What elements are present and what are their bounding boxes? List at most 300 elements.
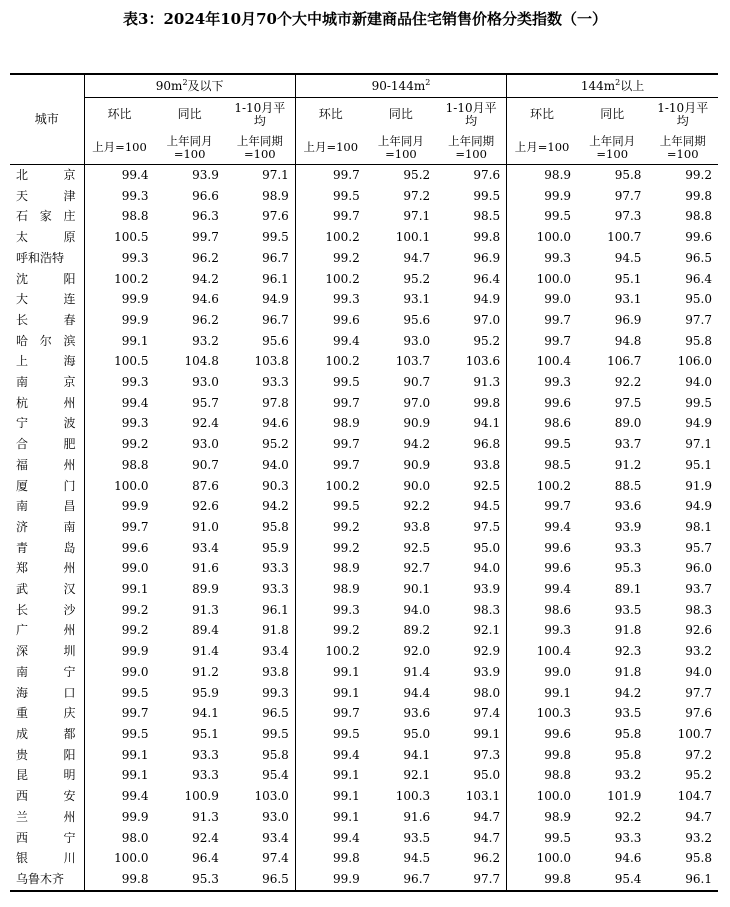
index-value: 94.0 (262, 457, 289, 472)
index-value: 99.2 (84, 434, 154, 455)
index-value: 93.4 (192, 540, 219, 555)
table-row (10, 848, 718, 869)
city-name: 乌鲁木齐 (10, 869, 84, 891)
table-row (10, 579, 718, 600)
city-name: 长沙 (16, 602, 76, 617)
table-row (10, 331, 718, 352)
table-row (10, 662, 718, 683)
index-value: 91.4 (403, 664, 431, 679)
index-value: 99.6 (507, 393, 577, 414)
index-value: 92.2 (403, 499, 431, 514)
index-value: 94.0 (685, 375, 712, 390)
index-value: 95.8 (685, 851, 712, 866)
table-row (10, 558, 718, 579)
index-value: 100.5 (84, 227, 154, 248)
index-value: 99.5 (295, 372, 365, 393)
table-body (10, 165, 718, 891)
index-value: 99.3 (262, 685, 289, 700)
table-row (10, 165, 718, 186)
city-name: 上海 (16, 354, 76, 369)
table-row (10, 289, 718, 310)
city-name: 重庆 (16, 706, 76, 721)
table-row (10, 786, 718, 807)
index-value: 99.1 (295, 765, 365, 786)
index-value: 97.0 (403, 395, 431, 410)
index-value: 94.7 (473, 830, 501, 845)
index-value: 95.0 (473, 540, 501, 555)
index-value: 104.8 (184, 354, 219, 369)
index-value: 95.0 (403, 726, 431, 741)
table-row (10, 434, 718, 455)
index-value: 95.3 (154, 869, 224, 891)
index-value: 99.1 (473, 726, 501, 741)
index-value: 97.1 (685, 437, 712, 452)
index-value: 99.4 (295, 745, 365, 766)
base-row (10, 131, 718, 165)
index-value: 99.7 (295, 434, 365, 455)
index-value: 95.8 (685, 333, 712, 348)
index-value: 91.3 (192, 602, 219, 617)
index-value: 99.7 (295, 455, 365, 476)
table-row (10, 310, 718, 331)
index-value: 93.9 (473, 664, 501, 679)
index-value: 97.6 (262, 209, 289, 224)
index-value: 100.1 (395, 230, 431, 245)
table-row (10, 227, 718, 248)
index-value: 97.1 (403, 209, 431, 224)
base-cell: 上年同月=100 (154, 131, 224, 165)
index-value: 98.5 (473, 209, 501, 224)
index-value: 95.0 (473, 768, 501, 783)
index-value: 99.3 (84, 372, 154, 393)
index-value: 93.8 (473, 457, 501, 472)
table-row (10, 869, 718, 891)
city-name: 昆明 (16, 768, 76, 783)
index-value: 90.9 (403, 416, 431, 431)
index-value: 96.4 (473, 271, 501, 286)
index-value: 93.3 (614, 540, 642, 555)
index-value: 97.7 (685, 685, 712, 700)
city-name: 沈阳 (16, 271, 76, 286)
index-value: 94.7 (403, 250, 431, 265)
index-value: 91.6 (192, 561, 219, 576)
subheader-cell: 1-10月平均 (234, 100, 286, 128)
index-value: 99.0 (507, 289, 577, 310)
group-header-medium: $90-144m^2$ (295, 74, 506, 98)
index-value: 99.1 (84, 579, 154, 600)
index-value: 91.8 (262, 623, 289, 638)
index-value: 96.7 (366, 869, 436, 891)
index-value: 94.5 (403, 851, 431, 866)
index-value: 99.5 (262, 726, 289, 741)
table-row (10, 807, 718, 828)
index-value: 97.5 (614, 395, 642, 410)
index-value: 99.1 (84, 745, 154, 766)
index-value: 91.9 (685, 478, 712, 493)
table-row (10, 186, 718, 207)
index-value: 103.0 (254, 789, 289, 804)
city-name: 济南 (16, 519, 76, 534)
index-value: 98.3 (473, 602, 501, 617)
index-value: 103.8 (254, 354, 289, 369)
index-value: 95.2 (473, 333, 501, 348)
index-value: 98.8 (685, 209, 712, 224)
index-value: 99.9 (84, 641, 154, 662)
index-value: 98.1 (685, 519, 712, 534)
city-name: 南昌 (16, 499, 76, 514)
index-value: 98.8 (84, 455, 154, 476)
subheader-cell: 同比 (177, 107, 202, 121)
index-value: 95.8 (614, 747, 642, 762)
index-value: 94.9 (685, 416, 712, 431)
index-value: 97.7 (685, 312, 712, 327)
index-value: 94.7 (685, 809, 712, 824)
subheader-cell: 1-10月平均 (657, 100, 709, 128)
index-value: 93.2 (192, 333, 219, 348)
city-name: 合肥 (16, 437, 76, 452)
index-value: 99.6 (507, 558, 577, 579)
base-cell: 上月=100 (507, 131, 577, 165)
index-value: 99.0 (507, 662, 577, 683)
index-value: 96.2 (192, 250, 219, 265)
subheader-cell: 环比 (295, 98, 365, 132)
index-value: 96.5 (262, 706, 289, 721)
index-value: 94.9 (473, 292, 501, 307)
index-value: 98.9 (295, 558, 365, 579)
city-name: 南京 (16, 375, 76, 390)
index-value: 99.4 (84, 165, 154, 186)
index-value: 97.1 (262, 168, 289, 182)
index-value: 99.4 (84, 786, 154, 807)
index-value: 99.3 (84, 413, 154, 434)
index-value: 100.3 (395, 789, 431, 804)
index-value: 93.5 (614, 602, 642, 617)
index-value: 94.9 (685, 499, 712, 514)
index-value: 99.7 (295, 703, 365, 724)
index-value: 96.9 (614, 312, 642, 327)
city-name: 大连 (16, 292, 76, 307)
index-value: 94.1 (473, 416, 501, 431)
index-value: 99.1 (295, 683, 365, 704)
index-value: 94.5 (473, 499, 501, 514)
index-value: 99.5 (295, 496, 365, 517)
index-value: 106.7 (607, 354, 642, 369)
subheader-cell: 同比 (388, 107, 413, 121)
index-value: 94.2 (262, 499, 289, 514)
index-value: 97.7 (614, 188, 642, 203)
index-value: 99.8 (295, 848, 365, 869)
index-value: 93.4 (262, 830, 289, 845)
index-value: 97.0 (473, 312, 501, 327)
base-cell: 上年同期=100 (225, 131, 295, 165)
table-row (10, 765, 718, 786)
index-value: 95.7 (192, 395, 219, 410)
index-value: 96.9 (473, 250, 501, 265)
index-value: 95.2 (403, 271, 431, 286)
index-value: 97.3 (614, 209, 642, 224)
index-value: 99.4 (507, 579, 577, 600)
index-value: 98.6 (507, 600, 577, 621)
index-value: 97.5 (473, 519, 501, 534)
table-row (10, 393, 718, 414)
index-value: 99.6 (295, 310, 365, 331)
index-value: 101.9 (607, 789, 642, 804)
index-value: 93.8 (262, 664, 289, 679)
index-value: 95.6 (262, 333, 289, 348)
index-value: 98.0 (473, 685, 501, 700)
index-value: 100.7 (677, 726, 712, 741)
index-value: 104.7 (677, 789, 712, 804)
index-value: 99.3 (84, 248, 154, 269)
city-name: 长春 (16, 312, 76, 327)
table-row (10, 600, 718, 621)
index-value: 92.5 (473, 478, 501, 493)
table-row (10, 517, 718, 538)
index-value: 93.9 (473, 582, 501, 597)
index-value: 93.0 (192, 437, 219, 452)
index-value: 98.9 (295, 579, 365, 600)
index-value: 93.3 (262, 375, 289, 390)
index-value: 94.2 (192, 271, 219, 286)
index-value: 91.8 (614, 664, 642, 679)
index-value: 93.6 (403, 706, 431, 721)
index-value: 96.5 (225, 869, 295, 891)
index-value: 88.5 (614, 478, 642, 493)
city-name: 广州 (16, 623, 76, 638)
city-name: 青岛 (16, 540, 76, 555)
city-name: 太原 (16, 230, 76, 245)
index-value: 99.8 (685, 188, 712, 203)
index-value: 92.2 (614, 809, 642, 824)
table-row (10, 724, 718, 745)
index-value: 94.7 (473, 809, 501, 824)
index-value: 95.1 (614, 271, 642, 286)
index-value: 93.2 (614, 768, 642, 783)
subheader-cell: 1-10月平均 (445, 100, 497, 128)
index-value: 94.9 (262, 292, 289, 307)
index-value: 89.2 (403, 623, 431, 638)
index-value: 100.0 (507, 786, 577, 807)
index-value: 99.7 (507, 496, 577, 517)
index-value: 100.0 (507, 269, 577, 290)
index-value: 103.7 (395, 354, 431, 369)
index-value: 99.8 (473, 230, 501, 245)
index-value: 92.6 (685, 623, 712, 638)
index-value: 95.6 (403, 312, 431, 327)
index-value: 99.5 (507, 828, 577, 849)
index-value: 98.6 (507, 413, 577, 434)
index-value: 93.5 (614, 706, 642, 721)
city-name: 石家庄 (16, 209, 76, 224)
table-row (10, 620, 718, 641)
index-value: 99.6 (507, 724, 577, 745)
index-value: 96.2 (192, 312, 219, 327)
index-value: 99.6 (685, 230, 712, 245)
index-value: 95.9 (262, 540, 289, 555)
index-value: 100.5 (84, 351, 154, 372)
index-value: 93.3 (262, 561, 289, 576)
index-value: 100.7 (607, 230, 642, 245)
table-row (10, 269, 718, 290)
index-value: 90.9 (403, 457, 431, 472)
index-value: 98.8 (507, 765, 577, 786)
index-value: 96.7 (262, 312, 289, 327)
index-value: 93.0 (262, 809, 289, 824)
index-value: 92.3 (614, 644, 642, 659)
index-value: 100.2 (295, 227, 365, 248)
index-value: 96.4 (685, 271, 712, 286)
index-value: 99.2 (295, 620, 365, 641)
index-value: 99.1 (84, 765, 154, 786)
index-value: 95.4 (577, 869, 647, 891)
index-value: 100.0 (507, 848, 577, 869)
index-value: 99.5 (507, 434, 577, 455)
city-name: 西宁 (16, 830, 76, 845)
index-value: 97.6 (685, 706, 712, 721)
index-value: 93.8 (403, 519, 431, 534)
table-row (10, 206, 718, 227)
table-row (10, 828, 718, 849)
index-value: 98.3 (685, 602, 712, 617)
base-cell: 上年同月=100 (577, 131, 647, 165)
index-value: 91.2 (192, 664, 219, 679)
index-value: 99.8 (507, 745, 577, 766)
table-row (10, 372, 718, 393)
index-value: 91.2 (614, 457, 642, 472)
index-value: 99.1 (295, 807, 365, 828)
index-value: 99.2 (685, 168, 712, 182)
base-cell: 上年同期=100 (436, 131, 506, 165)
group-header-large: $144m^2$以上 (507, 74, 718, 98)
price-index-table (10, 73, 718, 892)
index-value: 99.8 (473, 395, 501, 410)
table-row (10, 455, 718, 476)
index-value: 96.6 (192, 188, 219, 203)
index-value: 96.1 (262, 602, 289, 617)
index-value: 90.0 (403, 478, 431, 493)
index-value: 92.2 (614, 375, 642, 390)
index-value: 99.2 (84, 620, 154, 641)
table-row (10, 351, 718, 372)
table-row (10, 538, 718, 559)
city-name: 成都 (16, 726, 76, 741)
index-value: 99.5 (507, 206, 577, 227)
subheader-cell: 同比 (600, 107, 625, 121)
base-cell: 上月=100 (295, 131, 365, 165)
subheader-row (10, 98, 718, 132)
table-row (10, 683, 718, 704)
index-value: 100.0 (507, 227, 577, 248)
index-value: 99.3 (507, 248, 577, 269)
index-value: 93.7 (614, 437, 642, 452)
base-cell: 上年同月=100 (366, 131, 436, 165)
index-value: 94.6 (192, 292, 219, 307)
index-value: 99.2 (295, 517, 365, 538)
index-value: 93.2 (685, 830, 712, 845)
index-value: 100.2 (295, 269, 365, 290)
index-value: 98.0 (84, 828, 154, 849)
table-row (10, 745, 718, 766)
index-value: 99.5 (84, 724, 154, 745)
index-value: 89.9 (192, 582, 219, 597)
index-value: 99.8 (84, 869, 154, 891)
index-value: 99.9 (84, 289, 154, 310)
group-header-small: $90m^2$及以下 (84, 74, 295, 98)
table-header (10, 74, 718, 165)
index-value: 95.3 (614, 561, 642, 576)
index-value: 98.5 (507, 455, 577, 476)
table-row (10, 703, 718, 724)
index-value: 100.2 (507, 476, 577, 497)
index-value: 97.3 (473, 747, 501, 762)
index-value: 99.1 (295, 662, 365, 683)
index-value: 92.6 (192, 499, 219, 514)
index-value: 99.0 (84, 662, 154, 683)
index-value: 97.4 (473, 706, 501, 721)
index-value: 95.2 (403, 168, 431, 182)
index-value: 98.8 (84, 206, 154, 227)
subheader-cell: 环比 (84, 98, 154, 132)
index-value: 94.1 (192, 706, 219, 721)
index-value: 99.9 (295, 869, 365, 891)
city-name: 杭州 (16, 395, 76, 410)
table-row (10, 413, 718, 434)
index-value: 98.9 (295, 413, 365, 434)
index-value: 98.9 (507, 165, 577, 186)
index-value: 93.4 (262, 644, 289, 659)
index-value: 99.7 (192, 230, 219, 245)
index-value: 92.7 (403, 561, 431, 576)
index-value: 93.6 (614, 499, 642, 514)
index-value: 89.0 (614, 416, 642, 431)
index-value: 99.5 (295, 186, 365, 207)
index-value: 106.0 (677, 354, 712, 369)
index-value: 94.0 (685, 664, 712, 679)
index-value: 99.4 (507, 517, 577, 538)
index-value: 92.9 (473, 644, 501, 659)
index-value: 97.8 (262, 395, 289, 410)
index-value: 93.0 (403, 333, 431, 348)
index-value: 103.1 (465, 789, 501, 804)
index-value: 99.9 (507, 186, 577, 207)
index-value: 99.7 (295, 206, 365, 227)
index-value: 90.3 (262, 478, 289, 493)
index-value: 99.5 (473, 188, 501, 203)
index-value: 94.6 (614, 851, 642, 866)
city-name: 厦门 (16, 478, 76, 493)
index-value: 92.5 (403, 540, 431, 555)
city-name: 北京 (16, 168, 76, 182)
index-value: 95.8 (262, 747, 289, 762)
index-value: 93.1 (614, 292, 642, 307)
index-value: 99.3 (507, 620, 577, 641)
index-value: 91.0 (192, 519, 219, 534)
index-value: 100.0 (84, 476, 154, 497)
index-value: 96.2 (473, 851, 501, 866)
index-value: 99.3 (507, 372, 577, 393)
city-name: 兰州 (16, 809, 76, 824)
index-value: 93.0 (192, 375, 219, 390)
index-value: 96.4 (192, 851, 219, 866)
index-value: 98.9 (507, 807, 577, 828)
index-value: 96.8 (473, 437, 501, 452)
index-value: 99.7 (84, 703, 154, 724)
index-value: 94.4 (403, 685, 431, 700)
index-value: 99.4 (84, 393, 154, 414)
index-value: 99.2 (295, 248, 365, 269)
base-cell: 上年同期=100 (647, 131, 718, 165)
city-name: 西安 (16, 789, 76, 804)
